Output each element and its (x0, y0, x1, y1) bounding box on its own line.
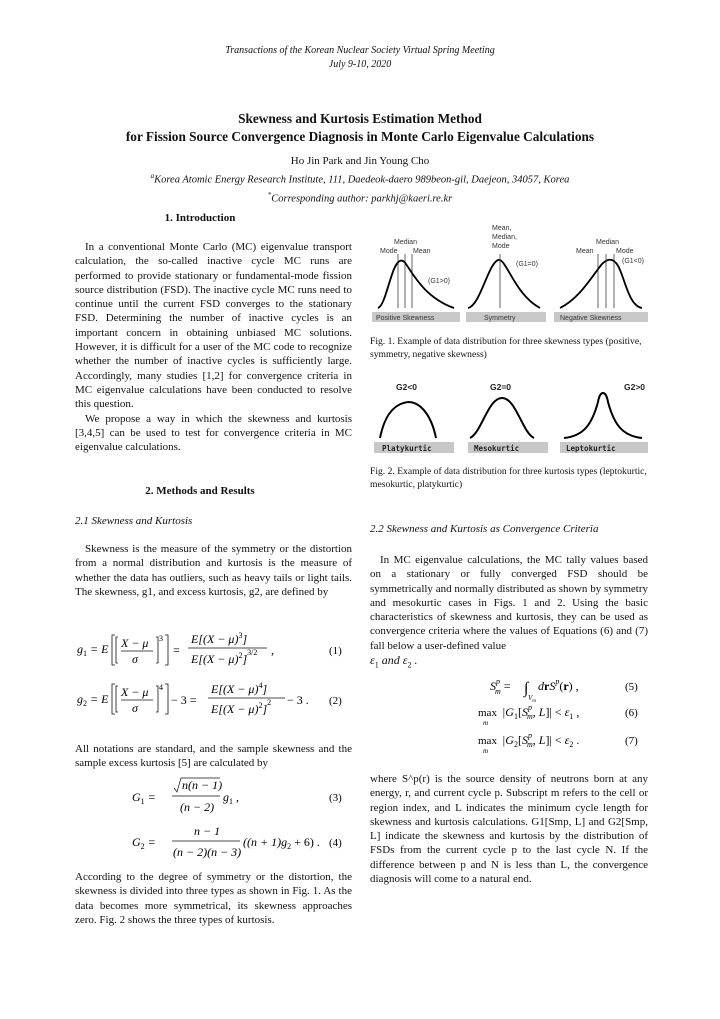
fig2-g2pos-label: G2>0 (624, 382, 646, 392)
svg-text:− 3 .: − 3 . (287, 693, 309, 707)
svg-text:∫: ∫ (524, 680, 529, 697)
section-introduction: 1. Introduction (164, 212, 236, 224)
fig1-median-label-3: Median (596, 239, 619, 246)
fig1-positive-panel (372, 239, 460, 322)
svg-text:n(n − 1): n(n − 1) (182, 778, 223, 792)
corresponding-author: Corresponding author: parkhj@kaeri.re.kr (271, 193, 453, 204)
fig1-mode-label-3: Mode (616, 248, 634, 255)
conference-header (0, 44, 720, 72)
title-line-2: for Fission Source Convergence Diagnosis in Monte Carlo Eigenvalue Calculations (125, 129, 595, 144)
fig2-platykurtic-panel (374, 382, 454, 453)
eq-number-1: (1) (329, 645, 342, 657)
fig1-mean-label-1: Mean (413, 248, 431, 255)
svg-text:4: 4 (159, 683, 163, 692)
svg-text:n − 1: n − 1 (194, 824, 221, 838)
fig1-mean-label-3: Mean (576, 248, 594, 255)
svg-text:,: , (271, 643, 274, 657)
svg-text:σ: σ (132, 652, 138, 666)
intro-text (75, 240, 352, 454)
eq-number-2: (2) (329, 695, 342, 707)
fig2-platykurtic-label: Platykurtic (382, 444, 432, 453)
s21-text-2 (75, 742, 352, 771)
header-line-1: Transactions of the Korean Nuclear Society Virtual Spring Meeting (225, 45, 495, 56)
svg-text:G1 =: $G_1$ = (132, 790, 156, 806)
svg-text:G2 =: $G_2$ = (132, 835, 156, 851)
equation-4 (120, 822, 360, 862)
eq-number-6: (6) (625, 707, 638, 719)
fig1-mode-label-2: Mode (492, 243, 510, 250)
svg-text:|G2[Spm, L]| < ε2 .: $|G_2[S^p$ m, $L]| < \varepsilon_2$ . (502, 731, 580, 749)
svg-text:g2 = E: $g_2 = E$ (77, 692, 109, 708)
svg-text:m: m (483, 747, 489, 755)
svg-text:Vm: $V_m$ (528, 694, 536, 703)
s21-paragraph-1: Skewness is the measure of the symmetry or the distortion from a normal distribution and kurtosis is the measure of whether the data has outliers, such as heavy tails or light tails. The skewness, g1, and excess kurtosis, g2, are defined by (75, 543, 352, 598)
intro-paragraph-1: In a conventional Monte Carlo (MC) eigenvalue transport calculation, the so-called inactive cycle MC runs are performed to provide stationary or fundamental-mode fission source distribution (FSD). The inactive cycle MC runs need to continue until the current FSD converges to the stationary FSD. Determining the number of inactive cycles is an important concern in obtaining unbiased MC solutions. However, it is difficult for a user of the MC code to recognize whether the number of inactive cycles is sufficiently large. Accordingly, many studies [1,2] for convergence criteria in MC eigenvalue calculations have been conducted to resolve this question. (75, 241, 352, 411)
fig1-median-label-2: Median, (492, 234, 517, 241)
paper-title (0, 110, 720, 146)
svg-text:max: max (478, 707, 497, 719)
section-methods: 2. Methods and Results (145, 485, 255, 497)
svg-text:m: m (483, 719, 489, 727)
equation-6 (370, 701, 650, 727)
fig2-mesokurtic-label: Mesokurtic (474, 444, 520, 453)
s21-text-1 (75, 542, 352, 599)
svg-text:− 3 =: − 3 = (171, 693, 197, 707)
equation-2 (75, 676, 355, 720)
figure-1 (370, 224, 650, 324)
title-line-1: Skewness and Kurtosis Estimation Method (238, 111, 482, 126)
figure-1-caption: Fig. 1. Example of data distribution for three skewness types (positive, symmetry, negative skewness) (370, 336, 642, 360)
fig2-leptokurtic-label: Leptokurtic (566, 444, 616, 453)
equation-7 (370, 729, 650, 755)
svg-text:E[(X − μ)4]: $E[(X - \mu)^4]$ (211, 681, 268, 696)
svg-text:E[(X − μ)3]: $E[(X - \mu)^3]$ (191, 631, 248, 646)
svg-text:g1 = E: $g_1 = E$ (77, 642, 109, 658)
equation-3 (120, 776, 360, 816)
svg-text:σ: σ (132, 701, 138, 715)
fig1-mean-label-2: Mean, (492, 225, 512, 232)
svg-text:((n + 1)g2 + 6) .: $((n + 1)g_2 + 6)$ . (243, 835, 320, 851)
eq-number-3: (3) (329, 792, 342, 804)
figure-2-caption: Fig. 2. Example of data distribution for three kurtosis types (leptokurtic, mesokurtic, platykurtic) (370, 466, 647, 490)
affil-sup: a (150, 172, 155, 180)
authors: Ho Jin Park and Jin Young Cho (290, 155, 430, 167)
fig1-negative-panel (554, 239, 648, 322)
equation-1 (75, 627, 355, 669)
fig2-mesokurtic-panel (468, 382, 548, 453)
affil-line: Korea Atomic Energy Research Institute, 111, Daedeok-daero 989beon-gil, Daejeon, 34057, Korea (154, 174, 570, 186)
svg-text:E[(X − μ)2]2: $E[(X - \mu)^2]^2$ (211, 698, 272, 716)
eq-number-5: (5) (625, 681, 638, 693)
fig1-g1pos-label: (G1>0) (428, 278, 450, 285)
svg-text:g1 ,: $g_1$ , (223, 790, 239, 806)
svg-text:|G1[Spm, L]| < ε1 ,: $|G_1[S^p$ m, $L]| < \varepsilon_1$ , (502, 703, 580, 721)
corr-sup: * (267, 190, 272, 199)
intro-paragraph-2: We propose a way in which the skewness and kurtosis [3,4,5] can be used to test for convergence criteria in MC eigenvalue calculations. (75, 412, 352, 454)
fig2-leptokurtic-panel (560, 382, 648, 453)
s22-text-1 (370, 553, 648, 673)
subsection-2-1: 2.1 Skewness and Kurtosis (75, 515, 193, 527)
svg-text:max: max (478, 735, 497, 747)
svg-text:(n − 2): (n − 2) (180, 800, 215, 814)
s22-paragraph-2: where S^p(r) is the source density of neutrons born at any energy, r, and current cycle p. Subscript m refers to the cell or region index, and L indicates the minimum cycle length for skewness and kurtosis calculations. G1[Smp, L] and G2[Smp, L] indicate the skewness and kurtosis by the distribution of FSDs from the current cycle p to the last cycle N. If the difference between p and N is less than L, the convergence diagnosis will come to a natural end. (370, 773, 648, 886)
fig2-g2neg-label: G2<0 (396, 382, 418, 392)
figure-2 (370, 378, 654, 460)
svg-text:(n − 2)(n − 3): (n − 2)(n − 3) (173, 845, 242, 859)
svg-text:3: 3 (159, 634, 163, 643)
fig2-g2zero-label: G2=0 (490, 382, 512, 392)
fig1-mode-label-1: Mode (380, 248, 398, 255)
fig1-median-label-1: Median (394, 239, 417, 246)
s21-paragraph-3: According to the degree of symmetry or the distortion, the skewness is divided into three types as shown in Fig. 1. As the data becomes more symmetrical, its skewness approaches zero. Fig. 2 shows the three types of kurtosis. (75, 871, 352, 926)
equation-5 (370, 673, 650, 703)
s22-paragraph-1: In MC eigenvalue calculations, the MC tally values based on a stationary or fully converged FSD should be symmetrically and normally distributed as shown by symmetry and mesokurtic cases in Figs. 1 and 2. Using the basic characteristics of skewness and kurtosis, they can be used as convergence criteria where the values of Equations (6) and (7) fall below a user-defined value (370, 554, 648, 652)
eq-number-7: (7) (625, 735, 638, 747)
svg-text:=: = (173, 643, 180, 657)
fig1-g1neg-label: (G1<0) (622, 258, 644, 265)
subsection-2-2: 2.2 Skewness and Kurtosis as Convergence Criteria (370, 523, 599, 535)
eq-number-4: (4) (329, 837, 342, 849)
header-line-2: July 9-10, 2020 (328, 59, 392, 70)
s22-text-2 (370, 772, 648, 886)
svg-text:Spm =: $S^p$ m = (490, 677, 511, 696)
s21-paragraph-2: All notations are standard, and the sample skewness and the sample excess kurtosis [5] are calculated by (75, 743, 352, 770)
s21-text-3 (75, 870, 352, 927)
svg-text:drSp(r) ,: drS$^p$(r) , (538, 677, 579, 693)
epsilon-values: $\varepsilon_1$ and $\varepsilon_2$ . (370, 653, 418, 670)
fig1-symmetry-label: Symmetry (484, 315, 516, 322)
fig1-positive-label: Positive Skewness (376, 315, 435, 322)
fig1-g1zero-label: (G1=0) (516, 261, 538, 268)
svg-text:X − μ: X − μ (121, 636, 149, 650)
affiliation (0, 169, 720, 206)
svg-text:X − μ: X − μ (121, 685, 149, 699)
svg-text:E[(X − μ)2]3/2: $E[(X - \mu)^2]^{3/2}$ (191, 648, 258, 666)
fig1-symmetry-panel (466, 225, 546, 322)
fig1-negative-label: Negative Skewness (560, 315, 622, 322)
